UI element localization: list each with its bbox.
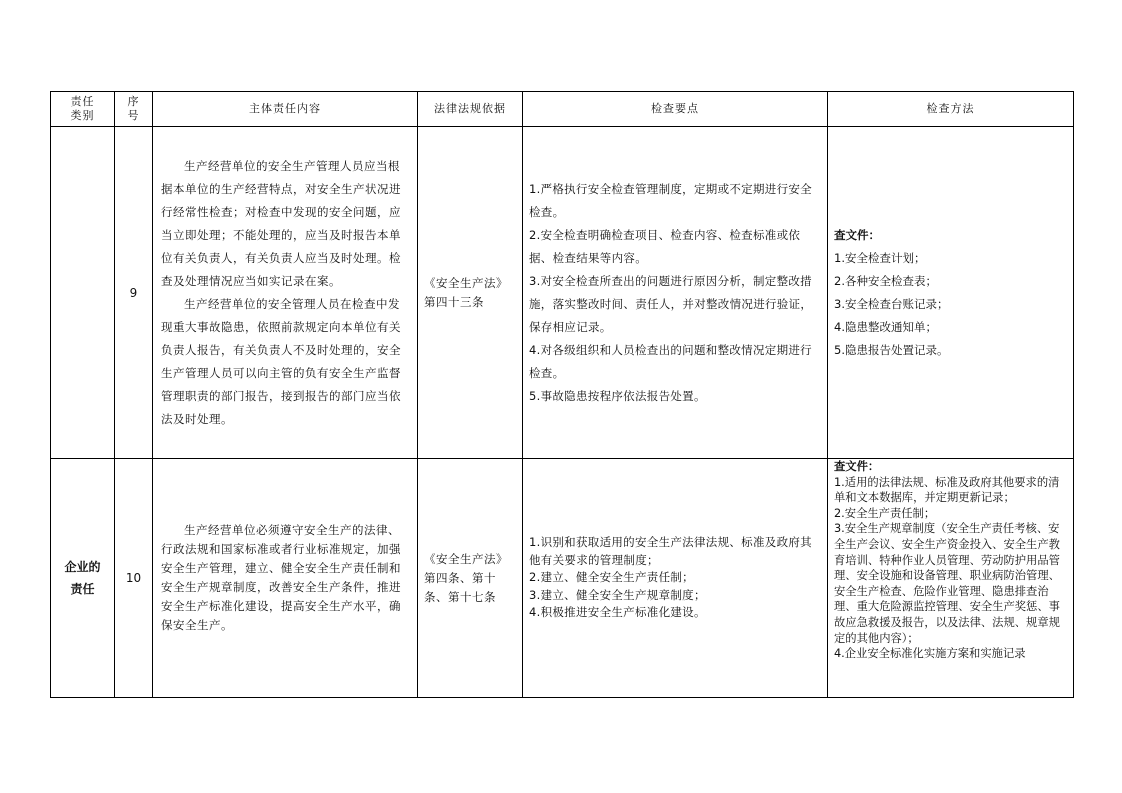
method-title: 查文件： bbox=[834, 460, 880, 473]
method-item: 1.安全检查计划； bbox=[834, 250, 926, 265]
header-seq: 序号 bbox=[115, 92, 153, 127]
header-category: 责任类别 bbox=[51, 92, 115, 127]
method-item: 3.安全检查台账记录； bbox=[834, 296, 949, 311]
method-item: 1.适用的法律法规、标准及政府其他要求的清单和文本数据库，并定期更新记录； bbox=[834, 475, 1060, 505]
point-item: 3.建立、健全安全生产规章制度； bbox=[529, 587, 706, 602]
point-item: 4.对各级组织和人员检查出的问题和整改情况定期进行检查。 bbox=[529, 342, 812, 380]
content-cell bbox=[153, 127, 418, 459]
header-method: 检查方法 bbox=[828, 92, 1074, 127]
seq-cell: 9 bbox=[115, 127, 153, 459]
method-item: 2.安全生产责任制； bbox=[834, 506, 936, 520]
method-item: 4.隐患整改通知单； bbox=[834, 319, 937, 334]
point-item: 5.事故隐患按程序依法报告处置。 bbox=[529, 388, 706, 403]
method-title: 查文件： bbox=[834, 227, 880, 242]
points-cell bbox=[523, 459, 828, 698]
responsibility-table bbox=[50, 91, 1074, 698]
content-paragraph: 生产经营单位的安全管理人员在检查中发现重大事故隐患，依照前款规定向本单位有关负责人报告，有关负责人不及时处理的，安全生产管理人员可以向主管的负有安全生产监督管理职责的部门报告，接到报告的部门应当依法及时处理。 bbox=[161, 296, 401, 426]
method-item: 3.安全生产规章制度（安全生产责任考核、安全生产会议、安全生产资金投入、安全生产教育培训、特种作业人员管理、劳动防护用品管理、安全设施和设备管理、职业病防治管理、安全生产检查、危险作业管理、隐患排查治理、重大危险源监控管理、安全生产奖惩、事故应急救援及报告，以及法律、法规、规章规定的其他内容）； bbox=[834, 522, 1060, 645]
seq-cell: 10 bbox=[115, 459, 153, 698]
law-cell: 《安全生产法》第四条、第十条、第十七条 bbox=[418, 459, 523, 698]
method-cell bbox=[828, 459, 1074, 698]
point-item: 4.积极推进安全生产标准化建设。 bbox=[529, 605, 706, 620]
point-item: 1.严格执行安全检查管理制度，定期或不定期进行安全检查。 bbox=[529, 181, 812, 219]
method-cell bbox=[828, 127, 1074, 459]
point-item: 2.安全检查明确检查项目、检查内容、检查标准或依据、检查结果等内容。 bbox=[529, 227, 801, 265]
table-row bbox=[51, 127, 1074, 459]
category-cell: 企业的责任 bbox=[51, 459, 115, 698]
content-paragraph: 生产经营单位的安全生产管理人员应当根据本单位的生产经营特点，对安全生产状况进行经常性检查；对检查中发现的安全问题，应当立即处理；不能处理的，应当及时报告本单位有关负责人，有关负责人应当及时处理。检查及处理情况应当如实记录在案。 bbox=[161, 158, 401, 288]
law-cell: 《安全生产法》第四十三条 bbox=[418, 127, 523, 459]
table-header-row bbox=[51, 92, 1074, 127]
header-content: 主体责任内容 bbox=[153, 92, 418, 127]
table-row bbox=[51, 459, 1074, 698]
content-cell bbox=[153, 459, 418, 698]
category-cell bbox=[51, 127, 115, 459]
content-paragraph: 生产经营单位必须遵守安全生产的法律、行政法规和国家标准或者行业标准规定，加强安全生产管理，建立、健全安全生产责任制和安全生产规章制度，改善安全生产条件，推进安全生产标准化建设，提高安全生产水平，确保安全生产。 bbox=[161, 523, 401, 632]
points-cell bbox=[523, 127, 828, 459]
method-item: 2.各种安全检查表； bbox=[834, 273, 937, 288]
point-item: 3.对安全检查所查出的问题进行原因分析，制定整改措施，落实整改时间、责任人，并对整改情况进行验证，保存相应记录。 bbox=[529, 273, 813, 334]
point-item: 2.建立、健全安全生产责任制； bbox=[529, 570, 694, 585]
method-item: 4.企业安全标准化实施方案和实施记录 bbox=[834, 647, 1026, 661]
header-law: 法律法规依据 bbox=[418, 92, 523, 127]
method-item: 5.隐患报告处置记录。 bbox=[834, 342, 949, 357]
point-item: 1.识别和获取适用的安全生产法律法规、标准及政府其他有关要求的管理制度； bbox=[529, 535, 812, 567]
header-points: 检查要点 bbox=[523, 92, 828, 127]
